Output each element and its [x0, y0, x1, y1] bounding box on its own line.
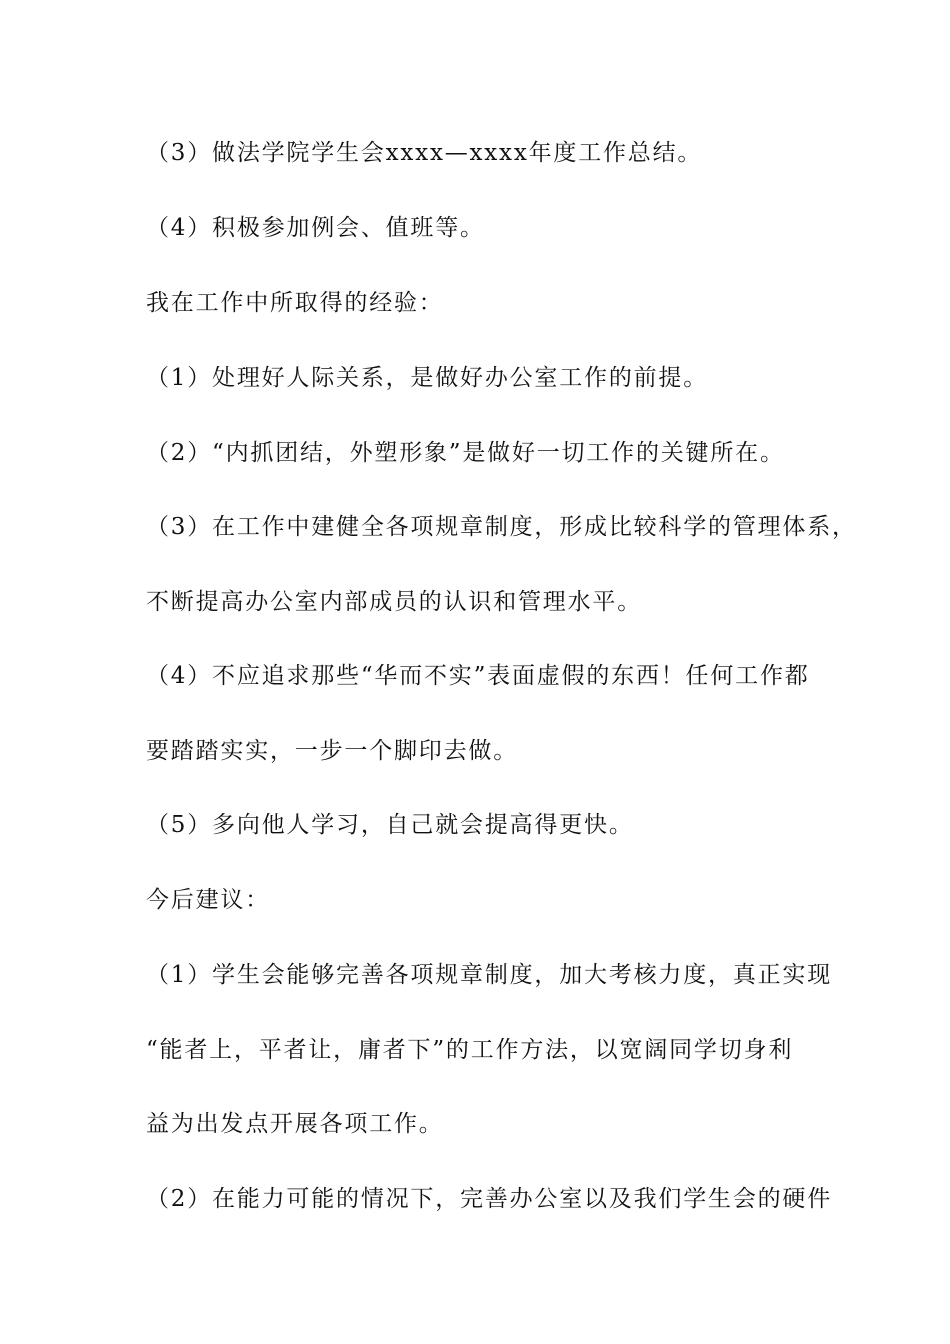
text-line: “能者上，平者让，庸者下”的工作方法，以宽阔同学切身利: [146, 1037, 794, 1063]
text-line: （2）在能力可能的情况下，完善办公室以及我们学生会的硬件: [146, 1186, 833, 1212]
text-line: （3）在工作中建健全各项规章制度，形成比较科学的管理体系，: [146, 514, 857, 540]
text-line: 不断提高办公室内部成员的认识和管理水平。: [146, 589, 642, 615]
text-line: （4）不应追求那些“华而不实”表面虚假的东西！任何工作都: [146, 663, 810, 689]
text-line: 益为出发点开展各项工作。: [146, 1111, 444, 1137]
text-line: （2）“内抓团结，外塑形象”是做好一切工作的关键所在。: [146, 440, 785, 466]
text-line: 今后建议：: [146, 887, 270, 913]
text-line: （4）积极参加例会、值班等。: [146, 215, 485, 241]
text-line: （1）处理好人际关系，是做好办公室工作的前提。: [146, 365, 709, 391]
text-line: 我在工作中所取得的经验：: [146, 290, 444, 316]
text-line: （5）多向他人学习，自己就会提高得更快。: [146, 812, 634, 838]
text-line: （1）学生会能够完善各项规章制度，加大考核力度，真正实现: [146, 962, 833, 988]
text-line: （3）做法学院学生会xxxx—xxxx年度工作总结。: [146, 140, 703, 166]
text-line: 要踏踏实实，一步一个脚印去做。: [146, 738, 518, 764]
